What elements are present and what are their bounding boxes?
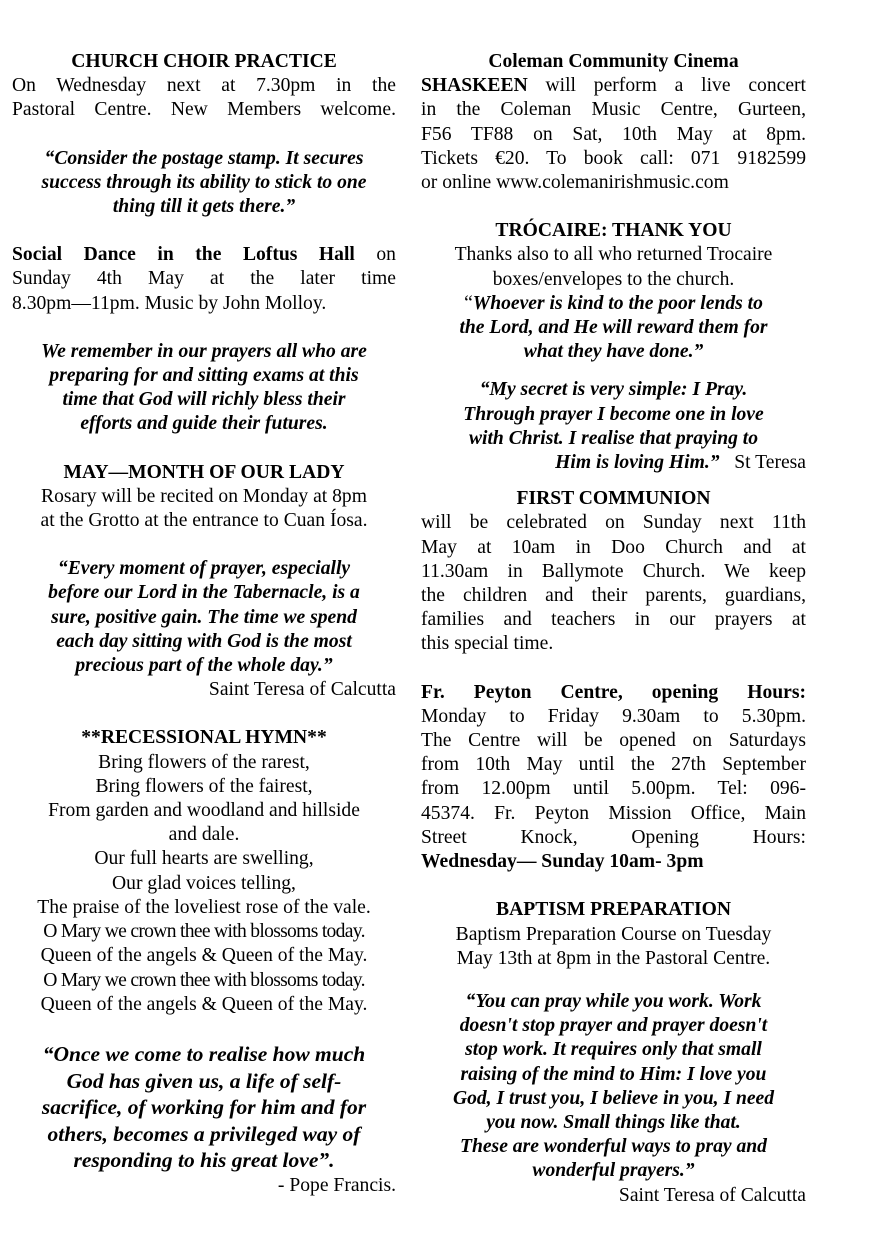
- left-column: [12, 50, 396, 1198]
- postage-stamp-quote: [12, 147, 396, 220]
- quote-line: before our Lord in the Tabernacle, is a: [48, 582, 360, 604]
- peyton-line: from 10th May until the 27th September: [421, 754, 806, 776]
- quote-line: “Once we come to realise how much: [42, 1041, 366, 1066]
- cinema-lead: SHASKEEN: [421, 75, 528, 97]
- hymn-line: Our glad voices telling,: [112, 872, 296, 894]
- communion-line: will be celebrated on Sunday next 11th: [421, 512, 806, 534]
- hymn-line: The praise of the loveliest rose of the vale.: [37, 896, 371, 918]
- quote-line: wonderful prayers.”: [532, 1160, 695, 1182]
- hymn-line: Our full hearts are swelling,: [94, 848, 314, 870]
- quote-line: God, I trust you, I believe in you, I need: [452, 1087, 775, 1109]
- pray-while-you-work-quote: [421, 990, 806, 1208]
- may-title: MAY—MONTH OF OUR LADY: [63, 461, 345, 483]
- choir-practice-notice: [12, 50, 396, 123]
- quote-attribution: Saint Teresa of Calcutta: [618, 1184, 806, 1206]
- quote-attribution: Saint Teresa of Calcutta: [208, 679, 396, 701]
- quote-line: sacrifice, of working for him and for: [41, 1095, 367, 1120]
- quote-line: “Every moment of prayer, especially: [57, 558, 351, 580]
- quote-line: doesn't stop prayer and prayer doesn't: [459, 1015, 768, 1037]
- hymn-line: Bring flowers of the fairest,: [95, 775, 313, 797]
- quote-line: thing till it gets there.”: [112, 196, 296, 218]
- baptism-line: Baptism Preparation Course on Tuesday: [455, 923, 772, 945]
- quote-line: “Consider the postage stamp. It secures: [44, 147, 364, 169]
- exams-line: efforts and guide their futures.: [80, 413, 328, 435]
- exams-line: We remember in our prayers all who are: [41, 340, 367, 362]
- trocaire-title: TRÓCAIRE: THANK YOU: [495, 220, 732, 242]
- right-column: [421, 50, 806, 1208]
- cinema-line: or online www.colemanirishmusic.com: [421, 172, 729, 194]
- may-line: at the Grotto at the entrance to Cuan Íosa.: [40, 510, 368, 532]
- dance-first-line: [12, 243, 396, 267]
- communion-line: this special time.: [421, 633, 554, 655]
- cinema-title: Coleman Community Cinema: [488, 51, 739, 72]
- dance-lead: Social Dance in the Loftus Hall: [12, 244, 355, 266]
- dance-lead-rest: on: [354, 244, 396, 266]
- communion-line: May at 10am in Doo Church and at: [421, 536, 806, 558]
- secret-prayer-quote: [421, 378, 806, 475]
- quote-line: precious part of the whole day.”: [75, 655, 333, 677]
- hymn-chorus-line: Queen of the angels & Queen of the May.: [40, 993, 368, 1015]
- quote-line: raising of the mind to Him: I love you: [460, 1063, 767, 1085]
- hymn-line: Bring flowers of the rarest,: [98, 751, 310, 773]
- social-dance-notice: [12, 243, 396, 316]
- hymn-title: **RECESSIONAL HYMN**: [81, 727, 327, 749]
- trocaire-notice: [421, 219, 806, 364]
- baptism-line: May 13th at 8pm in the Pastoral Centre.: [456, 947, 771, 969]
- choir-practice-line: On Wednesday next at 7.30pm in the: [12, 75, 396, 97]
- trocaire-line: Thanks also to all who returned Trocaire: [454, 244, 773, 266]
- quote-line: stop work. It requires only that small: [465, 1039, 762, 1061]
- hymn-line: From garden and woodland and hillside: [48, 800, 360, 822]
- trocaire-quote-text: Whoever is kind to the poor lends to: [472, 292, 763, 314]
- quote-line: God has given us, a life of self-: [66, 1068, 342, 1093]
- hymn-chorus-line: O Mary we crown thee with blossoms today.: [43, 921, 365, 943]
- trocaire-quote-line: what they have done.”: [523, 341, 704, 363]
- quote-line: others, becomes a privileged way of: [47, 1121, 361, 1146]
- quote-line: with Christ. I realise that praying to: [468, 427, 759, 449]
- quote-line: These are wonderful ways to pray and: [460, 1136, 767, 1158]
- quote-line: Through prayer I become one in love: [463, 403, 764, 425]
- moment-of-prayer-quote: [12, 557, 396, 702]
- recessional-hymn: [12, 726, 396, 1016]
- pope-francis-quote: [12, 1041, 396, 1198]
- quote-line: each day sitting with God is the most: [56, 630, 352, 652]
- quote-line: you now. Small things like that.: [486, 1111, 741, 1133]
- quote-line: responding to his great love”.: [73, 1148, 335, 1173]
- communion-title: FIRST COMMUNION: [516, 488, 711, 510]
- peyton-line: The Centre will be opened on Saturdays: [421, 730, 806, 752]
- quote-line: sure, positive gain. The time we spend: [51, 606, 357, 628]
- cinema-notice: [421, 50, 806, 195]
- trocaire-quote-line: the Lord, and He will reward them for: [459, 317, 768, 339]
- dance-line: 8.30pm—11pm. Music by John Molloy.: [12, 292, 327, 314]
- cinema-line: Tickets €20. To book call: 071 9182599: [421, 147, 806, 169]
- trocaire-line: boxes/envelopes to the church.: [492, 268, 735, 290]
- exams-prayer-notice: [12, 340, 396, 437]
- hymn-chorus-line: O Mary we crown thee with blossoms today.: [43, 969, 365, 991]
- exams-line: preparing for and sitting exams at this: [49, 365, 359, 387]
- quote-attribution: St Teresa: [734, 452, 806, 474]
- quote-line: “My secret is very simple: I Pray.: [479, 379, 748, 401]
- peyton-line: 45374. Fr. Peyton Mission Office, Main: [421, 802, 806, 824]
- trocaire-quote-open: “: [464, 292, 473, 314]
- dance-line: Sunday 4th May at the later time: [12, 268, 396, 290]
- hymn-line: and dale.: [168, 824, 240, 846]
- peyton-hours: Wednesday— Sunday 10am- 3pm: [421, 851, 704, 873]
- choir-practice-line: Pastoral Centre. New Members welcome.: [12, 99, 396, 121]
- trocaire-quote-first-line: [421, 292, 806, 316]
- communion-line: families and teachers in our prayers at: [421, 609, 806, 631]
- hymn-chorus-line: Queen of the angels & Queen of the May.: [40, 945, 368, 967]
- quote-line: Him is loving Him.”: [555, 452, 720, 474]
- quote-line: success through its ability to stick to one: [41, 171, 367, 193]
- choir-practice-title: CHURCH CHOIR PRACTICE: [71, 51, 337, 72]
- peyton-heading: Fr. Peyton Centre, opening Hours:: [421, 681, 806, 703]
- cinema-lead-rest: will perform a live concert: [527, 75, 806, 97]
- peyton-line: Street Knock, Opening Hours:: [421, 826, 806, 848]
- may-line: Rosary will be recited on Monday at 8pm: [41, 485, 367, 507]
- baptism-title: BAPTISM PREPARATION: [496, 899, 731, 921]
- cinema-line: F56 TF88 on Sat, 10th May at 8pm.: [421, 123, 806, 145]
- exams-line: time that God will richly bless their: [62, 389, 346, 411]
- communion-line: the children and their parents, guardians,: [421, 585, 806, 607]
- peyton-line: Monday to Friday 9.30am to 5.30pm.: [421, 705, 806, 727]
- communion-line: 11.30am in Ballymote Church. We keep: [421, 560, 806, 582]
- cinema-line: in the Coleman Music Centre, Gurteen,: [421, 99, 806, 121]
- quote-attribution: - Pope Francis.: [277, 1174, 396, 1196]
- peyton-centre-notice: [421, 681, 806, 875]
- quote-line: “You can pray while you work. Work: [465, 990, 762, 1012]
- peyton-line: from 12.00pm until 5.00pm. Tel: 096-: [421, 778, 806, 800]
- first-communion-notice: [421, 487, 806, 656]
- baptism-preparation-notice: [421, 898, 806, 971]
- month-of-our-lady-notice: [12, 461, 396, 534]
- quote-last-line: [421, 451, 806, 475]
- cinema-first-line: [421, 74, 806, 98]
